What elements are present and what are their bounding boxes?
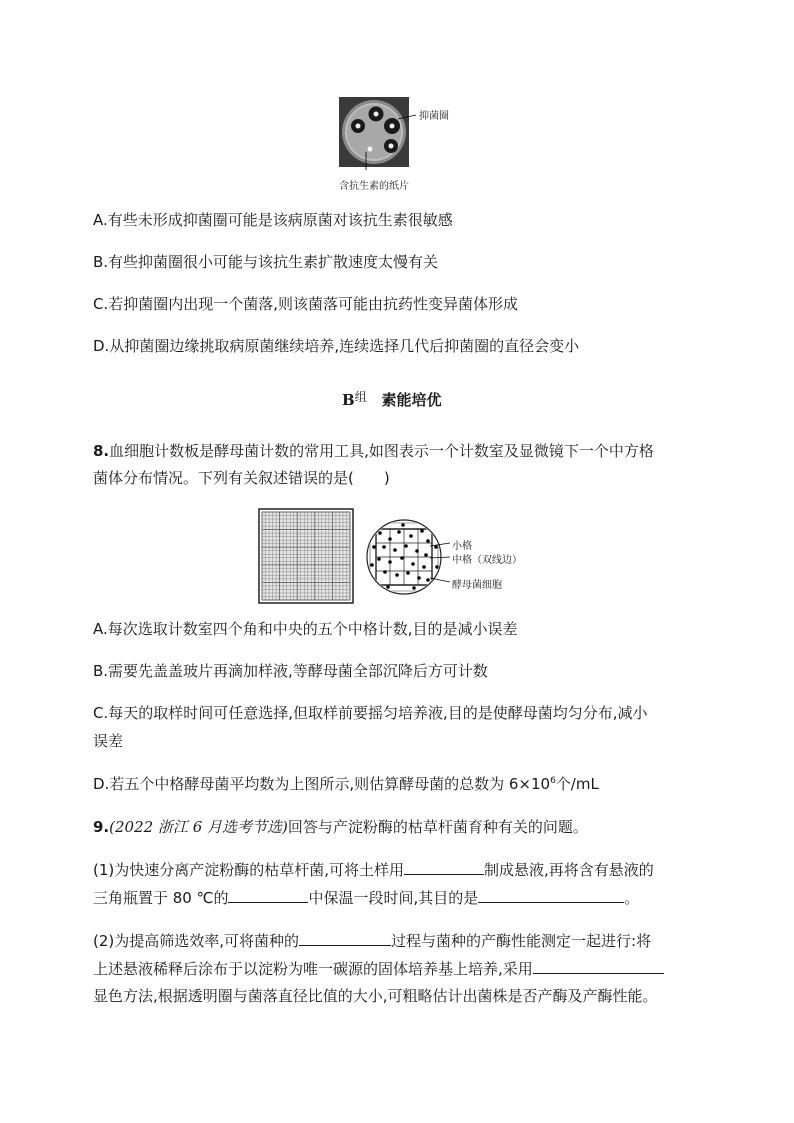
q8-option-c-line2: 误差 bbox=[93, 732, 124, 750]
answer-blank-1[interactable] bbox=[404, 859, 484, 875]
q9-part2-line3: 显色方法,根据透明圈与菌落直径比值的大小,可粗略估计出菌株是否产酶及产酶性能。 bbox=[93, 987, 658, 1005]
inhibition-zone-label: 抑菌圈 bbox=[419, 111, 449, 122]
section-heading bbox=[342, 389, 442, 410]
yeast-cell-dot bbox=[388, 537, 392, 541]
small-square-label: 小格 bbox=[452, 541, 472, 552]
yeast-cell-dot bbox=[382, 545, 386, 549]
yeast-cell-dot bbox=[388, 560, 392, 564]
medium-square-leader-lines bbox=[430, 536, 452, 586]
answer-blank-5[interactable] bbox=[533, 958, 664, 974]
yeast-cell-dot bbox=[372, 545, 376, 549]
yeast-cell-dot bbox=[424, 553, 428, 557]
yeast-cell-dot bbox=[378, 531, 382, 535]
yeast-cell-dot bbox=[383, 570, 387, 574]
yeast-cell-dot bbox=[411, 562, 415, 566]
q7-option-c: C.若抑菌圈内出现一个菌落,则该菌落可能由抗药性变异菌体形成 bbox=[93, 295, 519, 313]
yeast-cell-dot bbox=[412, 586, 416, 590]
section-group-letter: B bbox=[342, 391, 355, 409]
section-title: 素能培优 bbox=[381, 391, 442, 409]
answer-blank-2[interactable] bbox=[228, 887, 308, 903]
yeast-cell-dot bbox=[422, 565, 426, 569]
yeast-cell-dot bbox=[377, 557, 381, 561]
q8-number: 8. bbox=[93, 442, 110, 460]
yeast-cell-dot bbox=[415, 549, 419, 553]
yeast-cell-dot bbox=[397, 530, 401, 534]
q8-option-d-exponent: 6 bbox=[550, 776, 556, 786]
yeast-cell-dot bbox=[400, 556, 404, 560]
q8-option-d: D.若五个中格酵母菌平均数为上图所示,则估算酵母菌的总数为 $6\times 10^6$个/mL bbox=[93, 775, 599, 793]
q8-stem-line2: 菌体分布情况。下列有关叙述错误的是( ) bbox=[93, 469, 390, 487]
yeast-cell-dot bbox=[401, 523, 405, 527]
q8-option-b: B.需要先盖盖玻片再滴加样液,等酵母菌全部沉降后方可计数 bbox=[93, 662, 488, 680]
q9-part2-line1: (2)为提高筛选效率,可将菌种的 过程与菌种的产酶性能测定一起进行:将 bbox=[93, 932, 652, 950]
q8-option-c-line1: C.每天的取样时间可任意选择,但取样前要摇匀培养液,目的是使酵母菌均匀分布,减小 bbox=[93, 704, 648, 722]
q9-source: (2022 浙江 6 月选考节选) bbox=[109, 818, 288, 836]
yeast-cell-dot bbox=[420, 529, 424, 533]
q9-part2-line2: 上述悬液稀释后涂布于以淀粉为唯一碳源的固体培养基上培养,采用 bbox=[93, 958, 664, 979]
yeast-cell-dot bbox=[404, 544, 408, 548]
yeast-cell-dot bbox=[406, 571, 410, 575]
yeast-cell-dot bbox=[409, 534, 413, 538]
q9-stem: 9.(2022 浙江 6 月选考节选)回答与产淀粉酶的枯草杆菌育种有关的问题。 bbox=[93, 818, 588, 836]
yeast-cell-dot bbox=[417, 576, 421, 580]
counting-chamber-figure bbox=[258, 508, 354, 604]
q8-stem-line1: 8.血细胞计数板是酵母菌计数的常用工具,如图表示一个计数室及显微镜下一个中方格 bbox=[93, 442, 654, 460]
medium-square-label: 中格（双线边） bbox=[452, 555, 522, 566]
q8-option-a: A.每次选取计数室四个角和中央的五个中格计数,目的是减小误差 bbox=[93, 620, 518, 638]
yeast-cell-dot bbox=[386, 585, 390, 589]
q7-option-a: A.有些未形成抑菌圈可能是该病原菌对该抗生素很敏感 bbox=[93, 211, 453, 229]
q7-option-d: D.从抑菌圈边缘挑取病原菌继续培养,连续选择几代后抑菌圈的直径会变小 bbox=[93, 337, 580, 355]
answer-blank-4[interactable] bbox=[299, 930, 391, 946]
answer-blank-3[interactable] bbox=[478, 887, 624, 903]
yeast-cell-dot bbox=[393, 548, 397, 552]
yeast-cell-label: 酵母菌细胞 bbox=[452, 580, 502, 591]
yeast-cell-dot bbox=[370, 563, 374, 567]
paper-disc-label: 含抗生素的纸片 bbox=[339, 181, 409, 192]
q9-part1-line1: (1)为快速分离产淀粉酶的枯草杆菌,可将土样用 制成悬液,再将含有悬液的 bbox=[93, 861, 654, 879]
yeast-cell-dot bbox=[395, 573, 399, 577]
section-group-suffix: 组 bbox=[354, 390, 367, 404]
q9-number: 9. bbox=[93, 818, 110, 836]
q7-option-b: B.有些抑菌圈很小可能与该抗生素扩散速度太慢有关 bbox=[93, 253, 439, 271]
q9-part1-line2: 三角瓶置于 80 ℃的 中保温一段时间,其目的是 。 bbox=[93, 889, 640, 907]
